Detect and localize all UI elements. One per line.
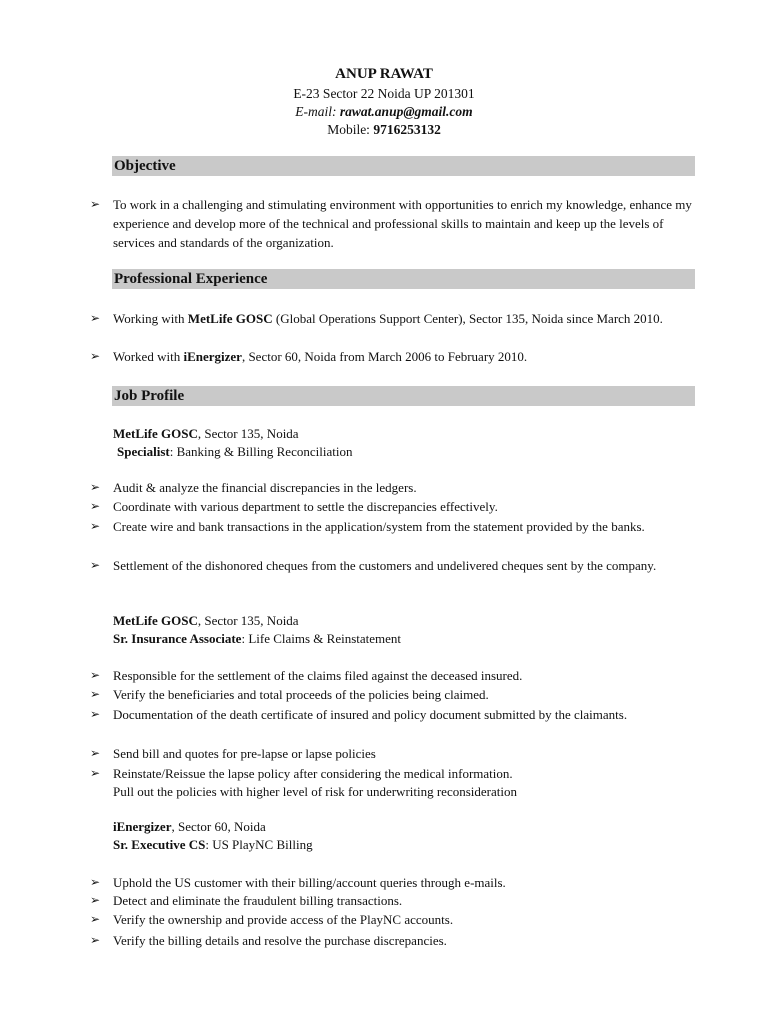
bullet-arrow-icon: ➢: [90, 893, 101, 907]
duty-item: ➢ Settlement of the dishonored cheques from the customers and undelivered cheques sent by the company.: [90, 558, 657, 573]
bullet-arrow-icon: ➢: [90, 519, 101, 533]
job-role: Sr. Executive CS: US PlayNC Billing: [113, 837, 313, 852]
job-company: iEnergizer, Sector 60, Noida: [113, 819, 266, 834]
duty-item: ➢ Uphold the US customer with their billing/account queries through e-mails.: [90, 875, 506, 890]
bullet-arrow-icon: ➢: [90, 668, 101, 682]
duty-item: ➢ Responsible for the settlement of the claims filed against the deceased insured.: [90, 668, 523, 683]
objective-item: [90, 195, 700, 252]
mobile-line: [0, 122, 768, 138]
bullet-arrow-icon: ➢: [90, 197, 101, 211]
bullet-arrow-icon: ➢: [90, 933, 101, 947]
email-line: [0, 104, 768, 120]
duty-item: ➢ Documentation of the death certificate of insured and policy document submitted by the claimants.: [90, 707, 628, 722]
section-heading-job-profile: Job Profile: [112, 386, 695, 406]
email-address[interactable]: rawat.anup@gmail.com: [339, 104, 473, 119]
experience-item: [90, 347, 700, 366]
bullet-arrow-icon: ➢: [90, 499, 101, 513]
job-role: Specialist: Banking & Billing Reconciliation: [117, 444, 353, 459]
bullet-arrow-icon: ➢: [90, 766, 101, 780]
job-role: Sr. Insurance Associate: Life Claims & Reinstatement: [113, 631, 402, 646]
duty-item: ➢ Verify the beneficiaries and total proceeds of the policies being claimed.: [90, 687, 489, 702]
section-heading-objective: Objective: [112, 156, 695, 176]
mobile-label: Mobile:: [327, 122, 370, 137]
candidate-name: ANUP RAWAT: [335, 66, 433, 82]
address: E-23 Sector 22 Noida UP 201301: [293, 86, 475, 101]
bullet-arrow-icon: ➢: [90, 311, 101, 325]
job-company: MetLife GOSC, Sector 135, Noida: [113, 613, 299, 628]
bullet-arrow-icon: ➢: [90, 707, 101, 721]
duty-item: ➢ Audit & analyze the financial discrepancies in the ledgers.: [90, 480, 417, 495]
duty-item: ➢ Create wire and bank transactions in the application/system from the statement provided by the banks.: [90, 519, 645, 534]
duty-item: ➢ Detect and eliminate the fraudulent billing transactions.: [90, 893, 403, 908]
experience-item: [90, 309, 700, 328]
duty-item: ➢ Send bill and quotes for pre-lapse or lapse policies: [90, 746, 376, 761]
section-heading-experience: Professional Experience: [112, 269, 695, 289]
bullet-arrow-icon: ➢: [90, 912, 101, 926]
bullet-arrow-icon: ➢: [90, 687, 101, 701]
objective-text: To work in a challenging and stimulating environment with opportunities to enrich my knowledge, enhance my experience and develop more of the technical and professional skills to maintain and keep up the levels of services and standards of the organization.: [113, 197, 692, 250]
bullet-arrow-icon: ➢: [90, 875, 101, 889]
job-company: MetLife GOSC, Sector 135, Noida: [113, 426, 299, 441]
experience-text: Worked with iEnergizer, Sector 60, Noida from March 2006 to February 2010.: [113, 349, 528, 364]
duty-continuation: Pull out the policies with higher level of risk for underwriting reconsideration: [113, 784, 517, 799]
bullet-arrow-icon: ➢: [90, 480, 101, 494]
bullet-arrow-icon: ➢: [90, 349, 101, 363]
email-label: E-mail:: [295, 104, 337, 119]
bullet-arrow-icon: ➢: [90, 746, 101, 760]
mobile-number: 9716253132: [373, 122, 441, 137]
duty-item: ➢ Coordinate with various department to settle the discrepancies effectively.: [90, 499, 498, 514]
duty-item: ➢ Verify the ownership and provide access of the PlayNC accounts.: [90, 912, 454, 927]
duty-item: ➢ Verify the billing details and resolve the purchase discrepancies.: [90, 933, 447, 948]
bullet-arrow-icon: ➢: [90, 558, 101, 572]
duty-item: ➢ Reinstate/Reissue the lapse policy after considering the medical information.: [90, 766, 513, 781]
experience-text: Working with MetLife GOSC (Global Operations Support Center), Sector 135, Noida since March 2010.: [113, 311, 663, 326]
